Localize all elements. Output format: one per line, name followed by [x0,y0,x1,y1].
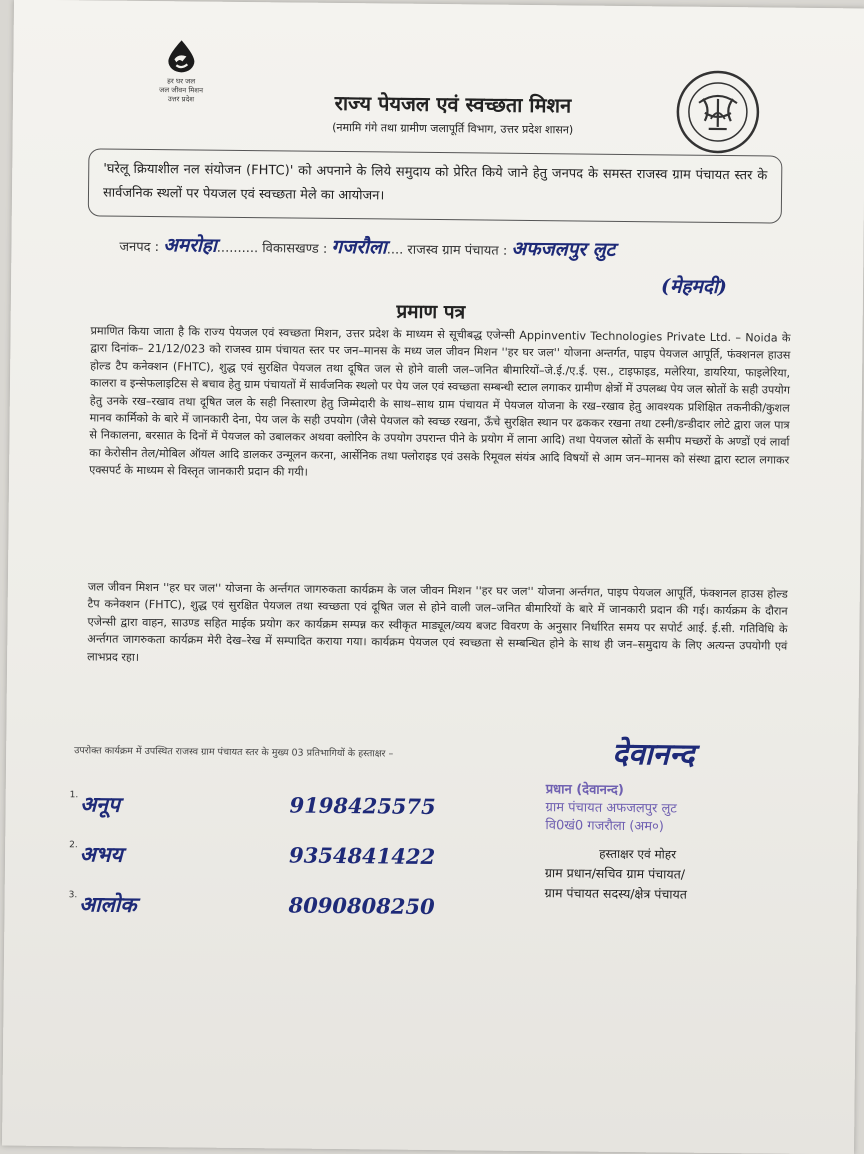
document-title: राज्य पेयजल एवं स्वच्छता मिशन [334,90,572,118]
certificate-page [2,0,864,1154]
district-value: अमरोहा [163,234,217,257]
participant-phone: 9198425575 [289,792,436,820]
certificate-paragraph-1: प्रमाणित किया जाता है कि राज्य पेयजल एवं स्वच्छता मिशन, उत्तर प्रदेश के माध्यम से सूचीबद्ध एजेन्सी Appinventiv Technologies Private Ltd. – Noida के द्वारा दिनांक– 21/12/023 को राजस्व ग्राम पंचायत स्तर पर जन–मानस के मध्य जल जीवन मिशन ''हर घर जल'' योजना अन्तर्गत, पाइप पेयजल आपूर्ति, फंक्शनल हाउस होल्ड टैप कनेक्शन (FHTC), शुद्ध एवं सुरक्षित पेयजल तथा दूषित जल से होने वाली जल–जनित बीमारियों–जे.ई./ए.ई. एस., टाइफाइड, मलेरिया, डायरिया, फाइलेरिया, कालरा व इन्सेफलाइटिस से बचाव हेतु ग्राम पंचायतों में सार्वजनिक स्थलो पर पेय जल एवं स्वच्छता सम्बन्धी स्टाल लगाकर ग्रामीण क्षेत्रों में उपलब्ध पेय जल स्रोतों के सही उपयोग हेतु उनके रख–रखाव तथा दूषित जल के सही निस्तारण हेतु जिम्मेदारी के साथ–साथ ग्राम पंचायत में पेयजल योजना के रख–रखाव हेतु आवश्यक प्रशिक्षित तकनीकी/कुशल मानव कार्मिको के बारे में जानकारी देना, पेय जल के सही उपयोग (जैसे पेयजल को स्वच्छ रखना, ऊँचे सुरक्षित स्थान पर ढककर रखना तथा टस्नी/डन्डीदार लोटे द्वारा जल पात्र से निकालना, बरसात के दिनों में पेयजल को उबालकर अथवा क्लोरिन के उपयोग उपरान्त पीने के प्रयोग में लाना आदि) तथा पेयजल स्रोतों के समीप मच्छरों के अण्डों एवं लार्वा का केरोसीन तेल/मोबिल ऑयल आदि डालकर उन्मूलन करना, आर्सेनिक तथा फ्लोराइड एवं उसके रिमूवल संयंत्र आदि विषयों से आम जन–मानस को संस्था द्वारा स्टाल लगाकर एक्सपर्ट के माध्यम से विस्तृत जानकारी प्रदान की गयी। [89,324,791,479]
stamp-line-1: प्रधान (देवानन्द) [545,782,624,798]
participant-phone: 8090808250 [288,892,435,920]
logo-caption-1: हर घर जल [167,77,196,86]
village-extra: (मेहमदी) [660,275,727,299]
stamp-line-2: ग्राम पंचायत अफजलपुर लुट [545,800,677,817]
district-label: जनपद : [119,239,160,256]
village-value: अफजलपुर लुट [511,237,616,261]
block-label: विकासखण्ड : [262,241,328,257]
event-banner: 'घरेलू क्रियाशील नल संयोजन (FHTC)' को अपनाने के लिये समुदाय को प्रेरित किये जाने हेतु जनपद के समस्त राजस्व ग्राम पंचायत स्तर के सार्वजनिक स्थलों पर पेयजल एवं स्वच्छता मेले का आयोजन। [88,148,783,223]
participant-name: आलोक [79,891,137,917]
water-drop-icon [164,39,198,73]
sign-label: हस्ताक्षर एवं मोहर [599,846,677,862]
participant-row: $^{3.}$आलोक 8090808250 [68,890,435,920]
role-line-1: ग्राम प्रधान/सचिव ग्राम पंचायत/ [544,865,686,882]
certificate-title: प्रमाण पत्र [396,300,466,324]
document-subtitle: (नमामि गंगे तथा ग्रामीण जलापूर्ति विभाग, उत्तर प्रदेश शासन) [332,120,574,137]
stamp-line-3: वि0खं0 गजरौला (अम०) [545,818,664,835]
logo-caption-3: उत्तर प्रदेश [167,95,195,104]
signature-note: उपरोक्त कार्यक्रम में उपस्थित राजस्व ग्राम पंचायत स्तर के मुख्य 03 प्रतिभागियों के हस्ताक्षर – [74,745,394,760]
certificate-paragraph-2: जल जीवन मिशन ''हर घर जल'' योजना के अर्न्तगत जागरुकता कार्यक्रम के जल जीवन मिशन ''हर घर जल'' योजना अर्न्तगत, पाइप पेयजल आपूर्ति, फंक्शनल हाउस होल्ड टैप कनेक्शन (FHTC), शुद्ध एवं सुरक्षित पेयजल तथा स्वच्छता एवं दूषित जल से होने वाली जल–जनित बीमारियों के बारे में जानकारी प्रदान की गई। कार्यक्रम के दौरान एजेन्सी द्वारा वाहन, साउण्ड सहित माईक प्रयोग कर कार्यक्रम सम्पन्न कर स्वीकृत माड्यूल/व्यय बजट विवरण के अनुसार निर्धारित समय पर सपोर्ट आई. ई.सी. गतिविधि के अर्न्तगत जागरुकता कार्यक्रम मेरी देख–रेख में सम्पादित कराया गया। कार्यक्रम पेयजल एवं स्वच्छता से सम्बन्धित होने के साथ ही जन–समुदाय के लिए अत्यन्त उपयोगी एवं लाभप्रद रहा। [87,580,788,664]
pradhan-signature: देवानन्द [611,736,695,773]
role-line-2: ग्राम पंचायत सदस्य/क्षेत्र पंचायत [544,885,688,902]
logo-caption-2: जल जीवन मिशन [159,86,204,95]
official-stamp [545,781,677,836]
participant-row: $^{2.}$अभय 9354841422 [69,840,436,870]
signatory-role [545,843,688,904]
participant-row: $^{1.}$अनूप 9198425575 [69,790,436,820]
village-label: राजस्व ग्राम पंचायत : [407,242,508,259]
up-government-seal-icon [674,68,761,155]
participant-name: अभय [79,841,123,867]
jal-jeevan-mission-logo [141,39,222,105]
block-value: गजरौला [331,235,387,259]
participant-name: अनूप [80,791,120,817]
address-line: जनपद : अमरोहा.......... विकासखण्ड : गजरौला.... राजस्व ग्राम पंचायत : अफजलपुर लुट [119,234,616,261]
participant-phone: 9354841422 [288,842,436,870]
